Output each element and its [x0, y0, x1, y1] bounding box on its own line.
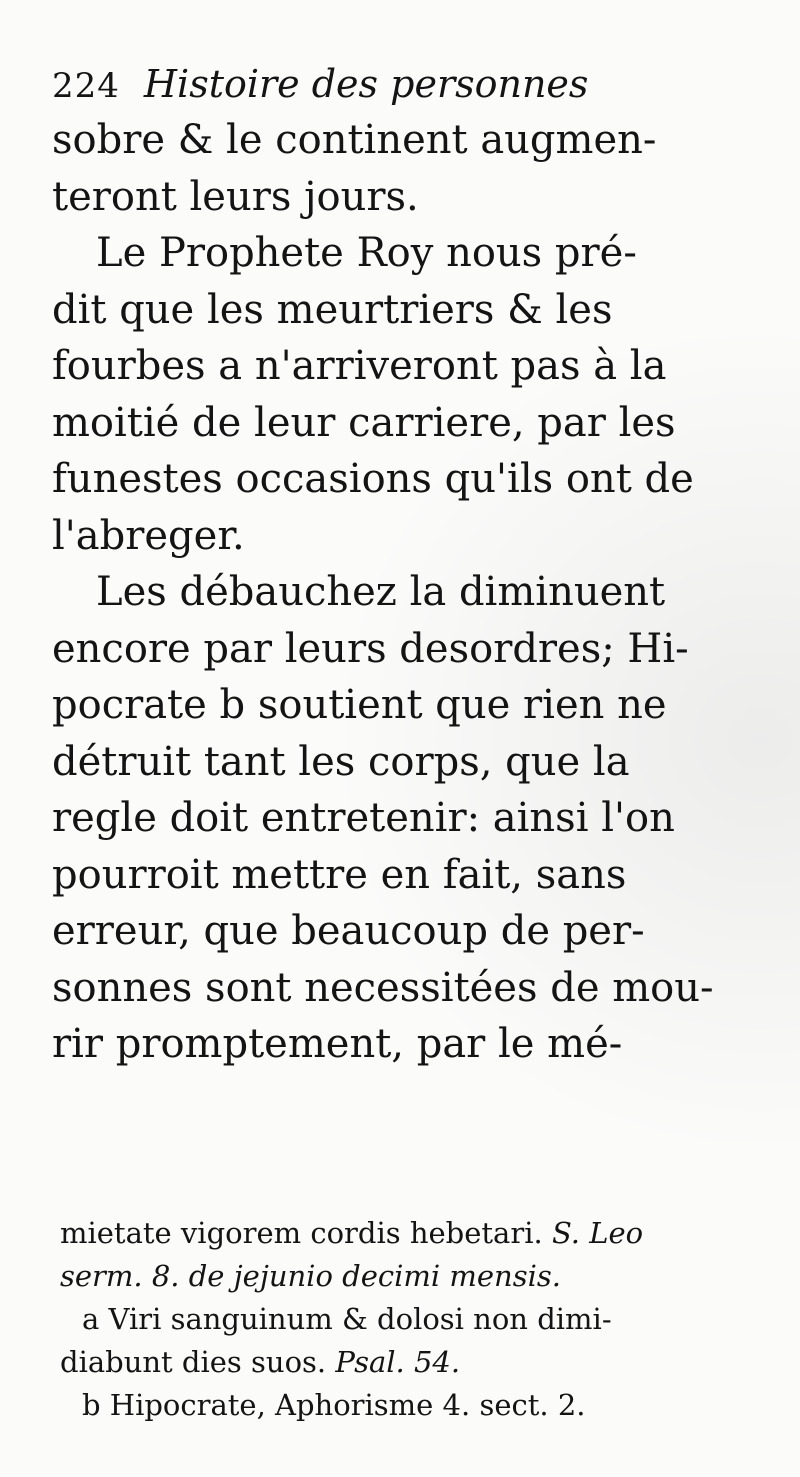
footnote-reference: S. Leo — [551, 1216, 644, 1250]
running-title: Histoire des personnes — [143, 62, 589, 106]
text-line: rir promptement, par le mé- — [52, 1021, 623, 1067]
text-line: fourbes a n'arriveront pas à la — [52, 343, 667, 389]
footnotes — [60, 1212, 720, 1427]
text-line: regle doit entretenir: ainsi l'on — [52, 795, 675, 841]
footnote-text: diabunt dies suos. — [60, 1345, 327, 1379]
text-line: funestes occasions qu'ils ont de — [52, 456, 694, 502]
footnote-line: serm. 8. de jejunio decimi mensis. — [60, 1259, 561, 1293]
footnote-line — [60, 1341, 720, 1384]
footnote-b: b Hipocrate, Aphorisme 4. sect. 2. — [82, 1388, 586, 1422]
text-line: détruit tant les corps, que la — [52, 738, 630, 785]
text-line: pourroit mettre en fait, sans — [52, 851, 627, 898]
text-line: sonnes sont necessitées de mou- — [52, 964, 714, 1011]
footnote-text: mietate vigorem cordis hebetari. — [60, 1216, 543, 1250]
text-line: teront leurs jours. — [52, 173, 419, 220]
text-line: Les débauchez la diminuent — [96, 569, 666, 615]
running-header — [52, 62, 588, 110]
text-line: l'abreger. — [52, 512, 245, 559]
page-number: 224 — [52, 66, 120, 106]
text-line: erreur, que beaucoup de per- — [52, 908, 645, 954]
footnote-reference: Psal. 54. — [335, 1345, 461, 1379]
footnote-a: a Viri sanguinum & dolosi non dimi- — [82, 1302, 612, 1336]
body-text — [52, 112, 712, 1073]
text-line: moitié de leur carriere, par les — [52, 399, 676, 446]
text-line: sobre & le continent augmen- — [52, 117, 657, 163]
text-line: encore par leurs desordres; Hi- — [52, 625, 689, 672]
text-line: dit que les meurtriers & les — [52, 286, 613, 333]
footnote-line — [60, 1212, 720, 1255]
text-line: pocrate b soutient que rien ne — [52, 682, 667, 728]
text-line: Le Prophete Roy nous pré- — [96, 230, 637, 276]
